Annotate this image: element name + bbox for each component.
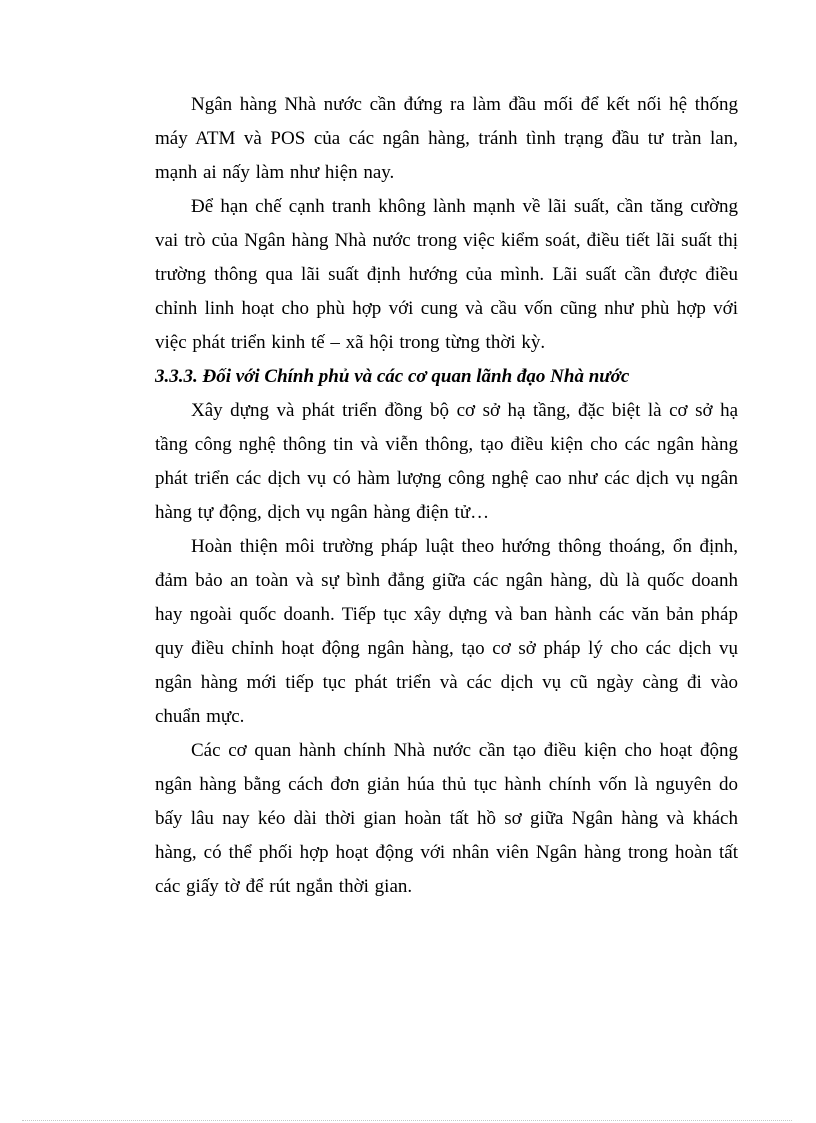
section-heading: 3.3.3. Đối với Chính phủ và các cơ quan lãnh đạo Nhà nước: [155, 366, 630, 387]
paragraph-administrative-agencies: Các cơ quan hành chính Nhà nước cần tạo điều kiện cho hoạt động ngân hàng bằng cách đơn giản húa thủ tục hành chính vốn là nguyên do bấy lâu nay kéo dài thời gian hoàn tất hồ sơ giữa Ngân hàng và khách hàng, có thể phối hợp hoạt động với nhân viên Ngân hàng trong hoàn tất các giấy tờ để rút ngắn thời gian.: [155, 740, 738, 897]
paragraph-atm-pos: Ngân hàng Nhà nước cần đứng ra làm đầu mối để kết nối hệ thống máy ATM và POS của các ngân hàng, tránh tình trạng đầu tư tràn lan, mạnh ai nấy làm như hiện nay.: [155, 94, 738, 183]
page-bottom-divider: [22, 1120, 792, 1121]
paragraph-legal-environment: Hoàn thiện môi trường pháp luật theo hướng thông thoáng, ổn định, đảm bảo an toàn và sự bình đẳng giữa các ngân hàng, dù là quốc doanh hay ngoài quốc doanh. Tiếp tục xây dựng và ban hành các văn bản pháp quy điều chỉnh hoạt động ngân hàng, tạo cơ sở pháp lý cho các dịch vụ ngân hàng mới tiếp tục phát triển và các dịch vụ cũ ngày càng đi vào chuẩn mực.: [155, 536, 738, 727]
paragraph-infrastructure: Xây dựng và phát triển đồng bộ cơ sở hạ tầng, đặc biệt là cơ sở hạ tầng công nghệ thông tin và viễn thông, tạo điều kiện cho các ngân hàng phát triển các dịch vụ có hàm lượng công nghệ cao như các dịch vụ ngân hàng tự động, dịch vụ ngân hàng điện tử…: [155, 400, 738, 523]
document-body: [155, 88, 738, 904]
paragraph-interest-rate: Để hạn chế cạnh tranh không lành mạnh về lãi suất, cần tăng cường vai trò của Ngân hàng Nhà nước trong việc kiểm soát, điều tiết lãi suất thị trường thông qua lãi suất định hướng của mình. Lãi suất cần được điều chỉnh linh hoạt cho phù hợp với cung và cầu vốn cũng như phù hợp với việc phát triển kinh tế – xã hội trong từng thời kỳ.: [155, 196, 738, 353]
